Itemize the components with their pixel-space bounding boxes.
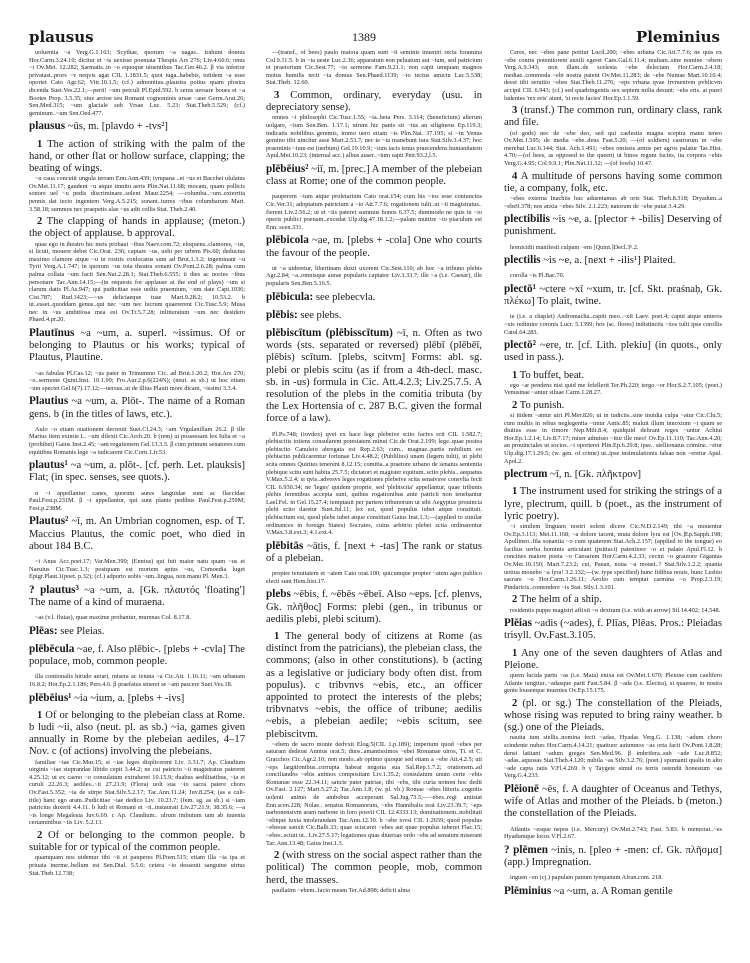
dictionary-headword-entry [504, 213, 722, 238]
sense-definition [504, 698, 722, 735]
headword: Plautīnus [29, 327, 75, 340]
citation-block: α ~i appellantur canes, quorum aures languidae sunt ac flaccidae Paul.Fest.p.231M. β ~i appellantur, qui sunt planis pedibus Paul.Fest.p.259M; Fest.p.238M. [29, 489, 245, 512]
headword-definition: ~ēs, f. A daughter of Oceanus and Tethys, wife of Atlas and mother of the Pleiads. b (meton.) the constellation of the Pleiads. [504, 783, 722, 820]
headword: plectō¹ [504, 282, 536, 295]
dictionary-headword-entry [504, 254, 722, 267]
citation-block: ~i similem linguam nostri solent dicere Cic.N.D.2.149; tibi ~a mouentur Ov.Ep.3.113; Met.11.168; ~a dolore tacent, muta dolore lyra est [Ov.]Ep.Sapph.198; Apollineo..fila sonantia ~o cum quaterem Stat.Ach.2.157; (applied to the tongue) eo facilius uerba hominis articulant (psittaci) patentiore ~o et palato Apul.Fl.12. b concines maiore poeta ~o Caesarem Hor.Carm.4.2.33; cecini ~o grauiore Gigantas Ov.Met.10.150; Mart.7.23.2; cui, Paean, noua ~a mouet..? Stat.Silv.1.2.2; quanta uotiua mouebo ~a lyra! 3.2.132;—(w. type specified) hunc fidibus nouis, hunc Lesbio sacrare ~o Hor.Carm.1.26.11; Aeolio cum temptat carmina ~o Prop.2.3.19; Pindaricis..contendere ~is Stat. Silv.1.3.101. [504, 523, 722, 591]
headword: plēbēius² [266, 162, 309, 175]
citation-block: Pl.Ps.748; (iovdex) qvei ex hace lege plebeive scito factvs erit CIL 1.582.7; plebiscitis totiens consularem potestatem minui Cic.de Orat.2.199; lege..quae postea plebiscito Canuleio abrogata est Rep.2.63; cum.. magnae..partis nobilium eo plebiscito publicarentur fortunae Liv.4.48.2; (Publilius) unam (legem tulit), ut plebi scita omnes Quirites tenerent 8.12.15; comitia..a praetore urbano de senatus sententia plebique scitu sunt habita 25.7.5; dictatori et magister equitum..scito plebis.. aequatus V.Max.5.2.4; si qvis..advesvs leges rogationes plebeive scita senatvsve consvlta fecit CIL 6.930.34; ne 'leges' quidem proprie, sed 'plebiscita' appellantur, quae tribunis plebis ferentibus accepta sunt, quibus rogationibus ante patricii non tenebantur Lael.Fel. in Gel.15.27.4; temptauit per partem tribunorum ut sibi Aegyptus prouincia plebi scito daretur Suet.Jul.11; lex est, quod populus iubet atque constituit. plebiscitum est, quod plebs iubet atque constituit Gaius Inst.1.3;—(applied to similar ordinances in foreign States) Socrates, cuius arbitrio plebei scita ordinarentur V.Max.3.8.ext.3; 4.1.ext.4. [266, 430, 482, 537]
headword-definition: ~ī, n. Often as two words (sts. separated or reversed) plēbī (plēbēī, plēbis) scītum. [plebs, scitvm] Forms: abl. sg. plebi or plebis scitu (as if from a 4th-decl. masc. sb. in -us) formula in Cic. Att.4.2.3; Liv.25.7.5. A resolution of the plebs in the comitia tributa (by the Lex Hortensia of c. 287 B.C. given the formal force of a law). [266, 327, 482, 425]
sense-text: Of or belonging to the plebeian class at Rome. b ludi ~ii, also (neut. pl. as sb.) ~ia, games given annually in Rome by the plebeian aediles, 4–17 Nov. c (of actions) involving the plebeians. [29, 709, 245, 758]
dictionary-headword-entry [504, 783, 722, 821]
citation-block: ~i Anus Acc.poet.17; Var.Men.399; (Ennius) qui fuit maior natu quam ~us et Naeuius Cic.Tusc.1.3; postquam est mortem aptus ~us, Comoedia luget Epigr.Plaut.1(poet. p.32); (cf.) adporto uobis ~um..lingua, non manu Pl. Men.3. [29, 558, 245, 581]
headword-definition: see plebs. [297, 309, 342, 321]
headword: ? plautus³ [29, 583, 79, 596]
dictionary-headword-entry [29, 327, 245, 365]
sense-text: The action of striking with the palm of the hand, or other flat or hollow surface, clapping; the beating of wings. [29, 138, 245, 174]
dictionary-headword-entry [266, 540, 482, 565]
headword-definition: ~adis (~ades), f. Plīas, Plēas. Pros.: Pleiadas trisyll. Ov.Fast.3.105. [504, 618, 722, 642]
dictionary-headword-entry [266, 234, 482, 259]
sense-number: 2 [274, 850, 280, 862]
sense-definition [504, 370, 722, 382]
dictionary-headword-entry [29, 459, 245, 484]
dictionary-headword-entry [266, 327, 482, 426]
sense-definition [504, 648, 722, 672]
headword: plēbis: [266, 308, 298, 321]
sense-definition [29, 216, 245, 240]
headword: plectibilis [504, 213, 550, 226]
headword-definition: ~a ~um, a. [Gk. πλαυτός 'floating'] The name of a kind of muraena. [29, 584, 245, 609]
sense-number: 3 [512, 105, 518, 117]
sense-text: The clapping of hands in applause; (meton.) the object of applause. b approval. [29, 216, 245, 240]
citation-block: corolla ~is Pl.Bac.70. [510, 272, 565, 280]
headword-definition: ~ēbis, f. ~ēbēs ~ēbeī. Also ~eps. [cf. plenvs, Gk. πλῆθος] Forms: plebi (gen., in tribunus or aedilis plebi, plebi scitum). [266, 589, 482, 625]
headword: plautus¹ [29, 459, 68, 472]
headword: Plautius [29, 395, 69, 408]
headword: plausus [29, 120, 66, 133]
citation-block: quae ego in theatro hic meis probaui ~ibus Naev.com.72; eloquens..clamores, ~us, si licuit, mouere debet Cic.Orat. 236; captare ~us, uehi per urbem Pis.60; deductus maximo clamore atque ~u in rostris conlocatus sum ad Brut.1.3.2; ingeminant ~u Tyrii Verg.A.1.747; in quorum ~us tota theatra sonant Ov.Pont.2.6.28; palma cum palma collata ~um facit Sen.Nat.2.28.1; Stat.Theb.6.555; ii dies ac noctes ~ibus personare Tac.Ann.14.15;—(in requests for applause at the end of plays) ~um si clarum datis Pl.As.947; qui pudicitiae esse uoltis praemium, ~um date Capt.1036; Cist.787; Rud.1423;—~us deliciaeque tuae Mart.9.28.2; 10.53.2. b ut..esset..quoddam genus..qui nec ~um nec lucrum quaererent Cic.Tusc.5.9; Musa nec in ~us ambitiosa mea est Ov.Tr.5.7.28; inlitteratum ~um nec desidero Phaed.4.pr.20. [29, 240, 245, 324]
citation-block: pauperem ~ium atque proletarium Cato orat.154; cum his ~ios esse coniunctos Cic.Ver.31; adoptatum patricium a ~io Att.7.7.6; rogationem tulit..ut ~ii magistratus.. fierent Liv.2.56.2; ut et ~iis pateret summus honos 6.37.5; dummodo ne quis in ~io operis publici poenam..excedat Ulp.dig.47.18.1.2;—palam muttire ~io piaculum est Enn. scen.331. [266, 193, 482, 231]
dictionary-headword-entry [504, 339, 722, 364]
citation-block: Aulo ~o etiam ouationem decreuit Suet.Cl.24.3; ~am Vrgulanillam 26.2. β ille Marius item eximie L. ~um dilexit Cic.Arch.20. b (rem) ui possessam lex Iulia et ~a (prohibet) Gaius Inst.2.45; ~am rogationem Gel.13.3.5. β cum primum senatores cum equitibus Romanis lege ~a iudicarent Cic.Corn.1.fr.53. [29, 425, 245, 456]
guide-word-right: Pleminius [635, 28, 720, 46]
dictionary-headword-entry [266, 309, 482, 322]
citation-block: Atlantis ~esque nepos (i.e. Mercury) Ov.Met.2.743; Fast. 5.83. b memorat..~es Hyadumque locos V.Fl.2.67. [504, 825, 722, 841]
headword-definition: ~ī, n. [Gk. πλῆκτρον] [547, 469, 642, 481]
headword-definition: ~inis, n. [pleo + -men: cf. Gk. πλῆσμα] (app.) Impregnation. [504, 844, 722, 868]
sense-definition [29, 139, 245, 176]
citation-block: ~as (v.l. flutas), quae maxime probantur, murenas Col. 8.17.8. [35, 614, 191, 622]
sense-definition [504, 400, 722, 412]
headword-definition: ~ūs, m. [plavdo + -tvs²] [65, 121, 168, 133]
headword: plēbēius¹ [29, 691, 72, 704]
headword-definition: ~a ~um, a. A Roman gentile [551, 885, 673, 897]
running-header [0, 28, 750, 48]
sense-number: 1 [37, 138, 43, 150]
sense-number: 1 [37, 709, 43, 721]
headword-definition: see plebecvla. [313, 291, 376, 303]
dictionary-headword-entry [29, 584, 245, 609]
citation-block: ~u caua concutit ungula terram Enn.Ann.439; tympana ..et ~us et Bacchei ululatus Ov.Met.11.17; gaudent ~u atque tinnitu aeris Plin.Nat.11.68; mocam, quam pollicis sonore uel ~u pedis discriminare..solent Maur.2254; —columba..~um..exterrita pennis dat tecto ingentem Verg.A.5.215; sonant..turres ~ibus columbarum Mart. 3.58.18; summos nec praepetis alae ~us adit collis Stat. Theb.2.40. [29, 175, 245, 213]
headword: plectō² [504, 339, 536, 352]
sense-number: 1 [512, 647, 518, 659]
dictionary-headword-entry [504, 617, 722, 642]
sense-text: Any one of the seven daughters of Atlas and Pleione. [504, 647, 722, 671]
sense-text: A multitude of persons having some common tie, a company, folk, etc. [504, 170, 722, 194]
headword: Plautus² [29, 515, 69, 528]
dictionary-headword-entry [504, 844, 722, 869]
sense-text: (pl. or sg.) The constellation of the Pleiads, whose rising was reputed to bring rainy weather. b (sg.) one of the Pleiads. [504, 697, 722, 734]
sense-number: 2 [512, 399, 518, 411]
headword: plēbicula: [266, 290, 314, 303]
citation-block: propter tenuitatem et ~atem Cato orat.100; quicumque propter ~atem agro publico electi sunt Hem.hist.17. [266, 570, 482, 585]
sense-definition [29, 830, 245, 854]
sense-text: (with stress on the social aspect rather than the political) The common people, mob, common herd, the masses. [266, 850, 482, 886]
sense-number: 4 [512, 170, 518, 182]
citation-block: familiae ~iae Cic.Mur.15; si ~iae leges displicerent Liv. 3.31.7; Ap. Claudium uirginis ~iae stuprandae libido cepit 3.44.2; ne cui patricio ~ii magistratus paterent 4.25.12; ut ex caeno ~o consulatum extraheret 10.15.9; duabus aedilitatibus, ~ia et curuli 22.26.3; aediles..~ii 27.21.9; (Flora) uolt sua ~io sacra patere choro Ov.Fast.5.352; ~ia de stirpe Stat.Silv.5.2.17; Tac.Ann.11.24; Juv.8.254; (as a cult-title) hanc ego aram..Pudicitiae ~iae dedico Liv. 10.23.7; (fem. sg. as sb.) si ~iam patricius duxerit 4.4.11. b ludi et Romani et ~ii..instaurati Liv.27.21.9; 38.35.6; —a ~is longe Megalesia Juv.6.69. c Ap. Claudium.. ulrum imbutum iam ab iuuenta certaminibus ~iis Liv. 5.2.13. [29, 758, 245, 827]
guide-word-left: plausus [29, 28, 94, 46]
headword-definition: ~ae, f. Also plēbic-. [plebs + -cvla] The populace, mob, common people. [29, 644, 245, 668]
citation-block: Ceres, nec ~ebes pane potitur Lucil.200; ~ebes urbana Cic.Att.7.7.6; ne quis ex ~ebe contra potentiorem auxili egeret Caes.Gal.6.11.4; multam..sine nomine ~ebem Verg.A.9.343; non illam..de scelesta ~ebe delectam Hor.Carm.2.4.18; mediae..commoda ~ebi nostra patent Ov.Met.11.283; de ~ebe Numae Mart.10.10.4; deest tibi seruitio ~ebes Stat.Theb.11.276; ~eps vrbana qvae frvmentvm pvblicvm accipit CIL 6.943; (cf.) sed quadringentis sex septem milia desunt: ~ebs eris. at pueri ludentes 'rex eris' aiunt, 'si recte facies' Hor.Ep.1.1.59. [504, 49, 722, 102]
dictionary-headword-entry [29, 625, 245, 638]
column-2 [266, 49, 482, 897]
sense-number: 3 [274, 89, 280, 101]
sense-text: The instrument used for striking the strings of a lyre, plectrum, quill. b (poet., as the instrument of lyric poetry). [504, 486, 722, 522]
headword: plebs [266, 588, 291, 601]
sense-number: 1 [274, 631, 280, 643]
sense-definition [504, 594, 722, 606]
dictionary-headword-entry [29, 692, 245, 705]
headword-definition: ~ī, m. An Umbrian cognomen, esp. of T. Maccius Plautus, the comic poet, who died in about 184 B.C. [29, 516, 245, 552]
dictionary-headword-entry [29, 515, 245, 553]
headword: plēbiscītum (plēbisscītum) [266, 326, 393, 339]
citation-block: si itidem ~antur uiri Pl.Mer.826; ut in iudiciis..sine inuidia culpa ~atur Cic.Clu.5; cum multis in rebus neglegentia ~imur Amic.85; maluit illum innoxium ~i quam se diutius esse in timore Nep.Milt.8.4; quidquid delirant reges ~untur Achiui Hor.Ep.1.2.14; Liv.8.7.17; miser admisso ~itur ille meo! Ov.Ep.11.110; Tac.Ann.4.20; an prouinciales ut socios..~i oporteret Plin.Ep.6.29.8; ipse.. stellionatus crimine..~etur Ulp.dig.17.1.29.5; (w. gen. of crime) ut..ipse insimulationis falsae non ~eretur Apul. Apol.2. [504, 412, 722, 465]
dictionary-headword-entry [266, 291, 482, 304]
sense-text: (transf.) The common run, ordinary class, rank and file. [504, 105, 722, 129]
headword-definition: see Pleias. [57, 625, 105, 637]
citation-block: nauita tum stellis..nomina fecit ~adas, Hyadas Verg.G. 1.138; ~adum choro scindente nubes Hor.Carm.4.14.21; quattuor autumnos ~as orta facit Ov.Pont.1.8.28; densi latitant ~adum greges Sen.Med.96. β imbrifera..sub ~ade Luc.8.852; ~adas..aquosas Stat.Theb.4.120; nubila ~as Silv.3.2.76; (poet.) spumanti qualis in alto ~ade capta ratis V.Fl.4.269. b γ Taygete simul os terris ostendit honestum ~as Verg.G.4.233. [504, 734, 722, 780]
dictionary-headword-entry [29, 395, 245, 420]
headword: plectrum [504, 468, 548, 481]
dictionary-headword-entry [504, 885, 722, 898]
citation-block: (of gods) nec de ~ebe deo, sed qui caelestia magna sceptra manu teneo Ov.Met.1.595; de media ~ebe..deus Fast.5.20; —(of soldiers) castrorum in ~ebe merebat Luc.6.144; Stat. Ach.1.491; ~ebes omissis armis per agros palatur Tac.Hist. 4.70;—(of bees, as opposed to the queen) ut binos regum facies, ita corpora ~ebis Verg.G.4.95; Col.9.9.1; Plin.Nat.11.32; —(of fowls) 10.47. [504, 129, 722, 167]
headword-definition: ~iī, m. [prec.] A member of the plebeian class at Rome; one of the common people. [266, 163, 482, 188]
sense-definition [266, 631, 482, 741]
headword-definition: ~ia ~ium, a. [plebs + -ivs] [71, 692, 185, 704]
headword: Plēas: [29, 624, 58, 637]
dictionary-headword-entry [29, 643, 245, 668]
sense-definition [29, 710, 245, 759]
dictionary-headword-entry [504, 468, 722, 481]
headword-definition: ~a ~um, a. Plōt-. The name of a Roman gens. b (in the titles of laws, etc.). [29, 396, 245, 420]
column-3 [504, 49, 722, 903]
headword: Plēionē [504, 782, 539, 795]
column-1 [29, 49, 245, 880]
sense-text: The helm of a ship. [517, 594, 602, 606]
sense-text: To punish. [517, 399, 565, 411]
citation-block: —(transf., of bees) paulo maiora quam sunt ~ii seminis inueniri recta foramina Col.9.11.5. b in ~ia ueste Luc.2.36; apparatum non peluatum aut ~ium, sed patricium et praetorium Cic.Sest.77; ~io sermone Fam.9.21.1; non capit umquam magnos motus humilis tecti ~ia domus Sen.Phaed.1139; ~io tectus amictu Luc.5.538; Stat.Theb. 12.60. [266, 49, 482, 87]
citation-block: ego ~ar pendens nisi quid me fefellerit Ter.Ph.220; tergo ~or Hor.S.2.7.105; (poet.) Venusinae ~antur siluae Carm.1.28.27. [504, 381, 722, 397]
citation-block: inguen ~en (cj.) papulam panum tympanum Afran.com. 218. [510, 874, 663, 882]
sense-number: 2 [512, 697, 518, 709]
citation-block: omnes ~i philosophi Cic.Tusc.1.55; ~ia..beta Pers. 3.114; (beneficium) alterum uolgare, ~ium Sen.Ben. 1.17.1; utrum hic panis sit ~ius an siligineus Ep.119.3; indicatis nobilibus gemmis, immo uero etiam ~is Plin.Nat. 37.195; si ~in Venus gemino tibi uincitur asse Mart.2.53.7; nec te ~ia manebunt iura Stat.Silv.3.4.37; hoc praeminis ~ium est (uerbum) Gel.19.10.9; ~ium iacis tenus praecendens humanitatem Apul.Met.10.23; (internal acc.) albus auser..~ium sapit Petr.93.2,l.5. [266, 114, 482, 160]
citation-block: residentis puppe magistri affixit ~o dextram (i.e. with an arrow) Sil.14.402; 14.548. [510, 606, 721, 614]
dictionary-headword-entry [504, 283, 722, 308]
sense-number: 2 [512, 594, 518, 606]
headword-definition: ~a ~um, a. superl. ~issimus. Of or belonging to Plautus or his works; typical of Plautus, Plautine. [29, 328, 245, 364]
sense-definition [504, 105, 722, 129]
sense-definition [504, 486, 722, 523]
citation-block: paullatim ~ebem..facio meam Ter.Ad.898; deficit alma [272, 886, 411, 894]
headword: ? plēmen [504, 843, 548, 856]
citation-block: te (i.e. a chaplet) Andromacha..capiti meo..~xit Laev. poet.4; caput atque umeros ~xis redimire coronis Lucr. 5.1399; hos (sc. flores) indistinctis ~xos tulit ipse corollis Catul.64.283. [504, 313, 722, 336]
headword-definition: ~is ~e, a. [next + -ilis¹] Plaited. [540, 255, 676, 267]
headword-definition: ~ere, tr. [cf. Lith. plekiu] (in quots., only used in pass.). [504, 340, 722, 364]
sense-definition [266, 850, 482, 887]
headword-definition: ~ātis, f. [next + -tas] The rank or status of a plebeian. [266, 540, 482, 565]
dictionary-headword-entry [266, 588, 482, 626]
citation-block: ~ebes externa Inachiis huc aduentamus ab oris Stat. Theb.8.318; Dryadum..a ~ebe9.378; nos anxia ~ebes Silv. 2.1.223; natorum de ~ebe putat 3.4.29. [504, 194, 722, 210]
headword-definition: ~ctere ~xī ~xum, tr. [cf. Skt. praśnaḥ, Gk. πλέκω] To plait, twine. [504, 283, 722, 308]
headword-definition: ~is ~e, a. [plector + -bilis] Deserving of punishment. [504, 214, 722, 238]
citation-block: quem lucida partu ~as (i.e. Maia) enixa est Ov.Met.1.670; Pleione cum caelifero Atlante iungitur..~adasque parit Fast.5.84. β ~ada (i.e. Electra), si quaeres, in nostra gente lousenque inuenies Ov.Ep.15.175. [504, 672, 722, 695]
page-number: 1389 [352, 30, 376, 44]
sense-definition [504, 171, 722, 195]
citation-block: uoluentia ~a Verg.G.1.163; Scythae, quorum ~a uagas.. trahunt domus Hor.Carm.3.24.10; dicitur et ~is uexisse poemata Thespis Ars 276; Liv.4.60.6; onus ~i Ov.Met. 12.282; Sarmatis..in ~o equoque uiuentibus Tac.Ger.46.2. β via inferior privatast..prors ~v neqvis agat CIL 1.1831.5; quot iuga..habebis, totidem ~a esse oportet Cato Agr.62; Vitr.10.1.5; (cf.) admonitus..plaustra potius quam plostra dicenda Suet.Ves.22.1;—perii! ~um perculi Pl.Epid.592. b serus uersare boues et ~a Bootes Prop. 3.5.35; siue arctoe seu Romani cognominis ursae ~aue Germ.Arat.26; Sen.Med.315; ~um glaciale sub Vrsae Luc. 5.23; Stat.Theb.5.529; (cf.) geminum..~um Sen.Oed.477. [29, 49, 245, 117]
headword: plēbēcula [29, 643, 75, 656]
sense-number: 1 [512, 486, 518, 498]
citation-block: ~ebem de sacro monte dedvxit Elog.5(CIL 1.p.189); imperium quod ~ebes per saturam dederat Annius orat.5; duos..amantissimos ~ebei Romanae uiros, Ti. et C. Gracchos Cic.Agr.2.10; non modo..ab optimo quoque sed etiam a ~ebe Att.4.2.5; uti ~eps largitionibus..corrupta habeat negotia sua Sal.Rep.1.7.2; orationem..ad conciliandos ~ebis animos compositam Liv.1.35.2; consulatum unum certe ~ebis Romanae esse 22.34.11; sancte pater patriae, tibi ~ebs, tibi curia nomen hoc dedit Ov.Fast. 2.127; Mart.5.27.2; Tac.Ann.1.8; (w. pl. vb.) Romae ~ebes litteris..cognitis uolenti animo de ambobus acceperant Sal.Jug.73.5;—~ebes..regi antistat Enn.scen.228; Nolae.. senatus Romanorum, ~ebs Hannibalis erat Liv.23.39.7; ~eps narbonensivm aram narbone in foro posvit CIL 12.4333.13; dominationem..nobilitati ~ebique iuxta intolerandam Tac.Ann.12.10. b ~ebe iovsi CIL 1.2659; quod populus ~ebesue sanxit Cic.Balb.33; quae sciscaret ~ebes aut quae populus iuberet Flac.15; ~ebes..sciuit ut.. Liv.27.5.17; legationes quas diuersas ordo ~ebs ad senatum miserant Tac.Ann.13.48; Gaius Inst.1.3. [266, 740, 482, 847]
citation-block: ~as fabulas Pl.Cas.12; ~us pater in Trinummo Cic. ad Brut.1.20.2; Hor.Ars 270; ~o..sermone Quint.Inst. 10.1.99; Fro.Aur.2.p.6(224N); (neut. as sb.) ut hoc etiam ~um spectet Gel.6(7).17.12;—uersus..ut de illius Plauti more dicam, ~issimi 3.3.4. [29, 369, 245, 392]
dictionary-headword-entry [29, 120, 245, 133]
citation-block: ut ~a uideretur, libertinam duxit uxorem Cic.Sest.110; ab hoc ~a tribuno plebis Agr.2.84; ~a..omnisque aurae popularis captator Liv.3.33.7; ille ~a (i.e. Caesar), ille popularis Sen.Ben.5.16.5. [266, 264, 482, 287]
headword: Plēminius [504, 884, 552, 897]
headword: plēbitās [266, 539, 304, 552]
citation-block: homicidii manifesti culpam ~em [Quint.]Decl.3ᵇ.2. [510, 243, 639, 251]
sense-text: To buffet, beat. [517, 369, 585, 381]
sense-text: The general body of citizens at Rome (as distinct from the patricians), the plebeian class, the commons; (also in other constitutions). b (acting as a legislative or judiciary body often dist. from populus). c tribvnvs ~ebis, etc., an officer appointed to protect the interests of the plebs; tribvnatvs ~ebis, the office of tribune; aedilis ~ebis, a plebeian aedile; ~ebis scitum, see plebiscitvm. [266, 631, 482, 740]
headword-definition: ~a ~um, a. plōt-. [cf. perh. Let. plauksis] Flat; (in spec. senses, see quots.). [29, 460, 245, 484]
headword: Plēias [504, 617, 532, 630]
sense-text: Common, ordinary, everyday (usu. in depreciatory sense). [266, 89, 482, 114]
headword: plectilis [504, 254, 541, 267]
sense-number: 2 [37, 216, 43, 228]
sense-text: Of or belonging to the common people. b suitable for or typical of the common people. [29, 829, 245, 854]
citation-block: illa contionalis hirudo aerari, misera ac ieiuna ~a Cic.Att. 1.16.11; ~am urbanam 16.8.2; Hor.Ep.2.1.186; Pers.4.6. β praefatus sineret se ~am pascere Suet.Ves.18. [29, 673, 245, 689]
citation-block: quamquam nos uidemur tibi ~ii et pauperes Pl.Poen.515; etiam illa ~ia ipa et priuata inerme..bellum est Sen.Dial. 5.5.6; cetera ~io desseuit sanguine uirtus Stat.Theb.12.738; [29, 854, 245, 877]
sense-definition [266, 90, 482, 114]
sense-number: 1 [512, 369, 518, 381]
dictionary-headword-entry [266, 163, 482, 188]
headword: plēbicola [266, 234, 309, 247]
sense-number: 2 [37, 829, 43, 841]
headword-definition: ~ae, m. [plebs + -cola] One who courts the favour of the people. [266, 235, 482, 259]
